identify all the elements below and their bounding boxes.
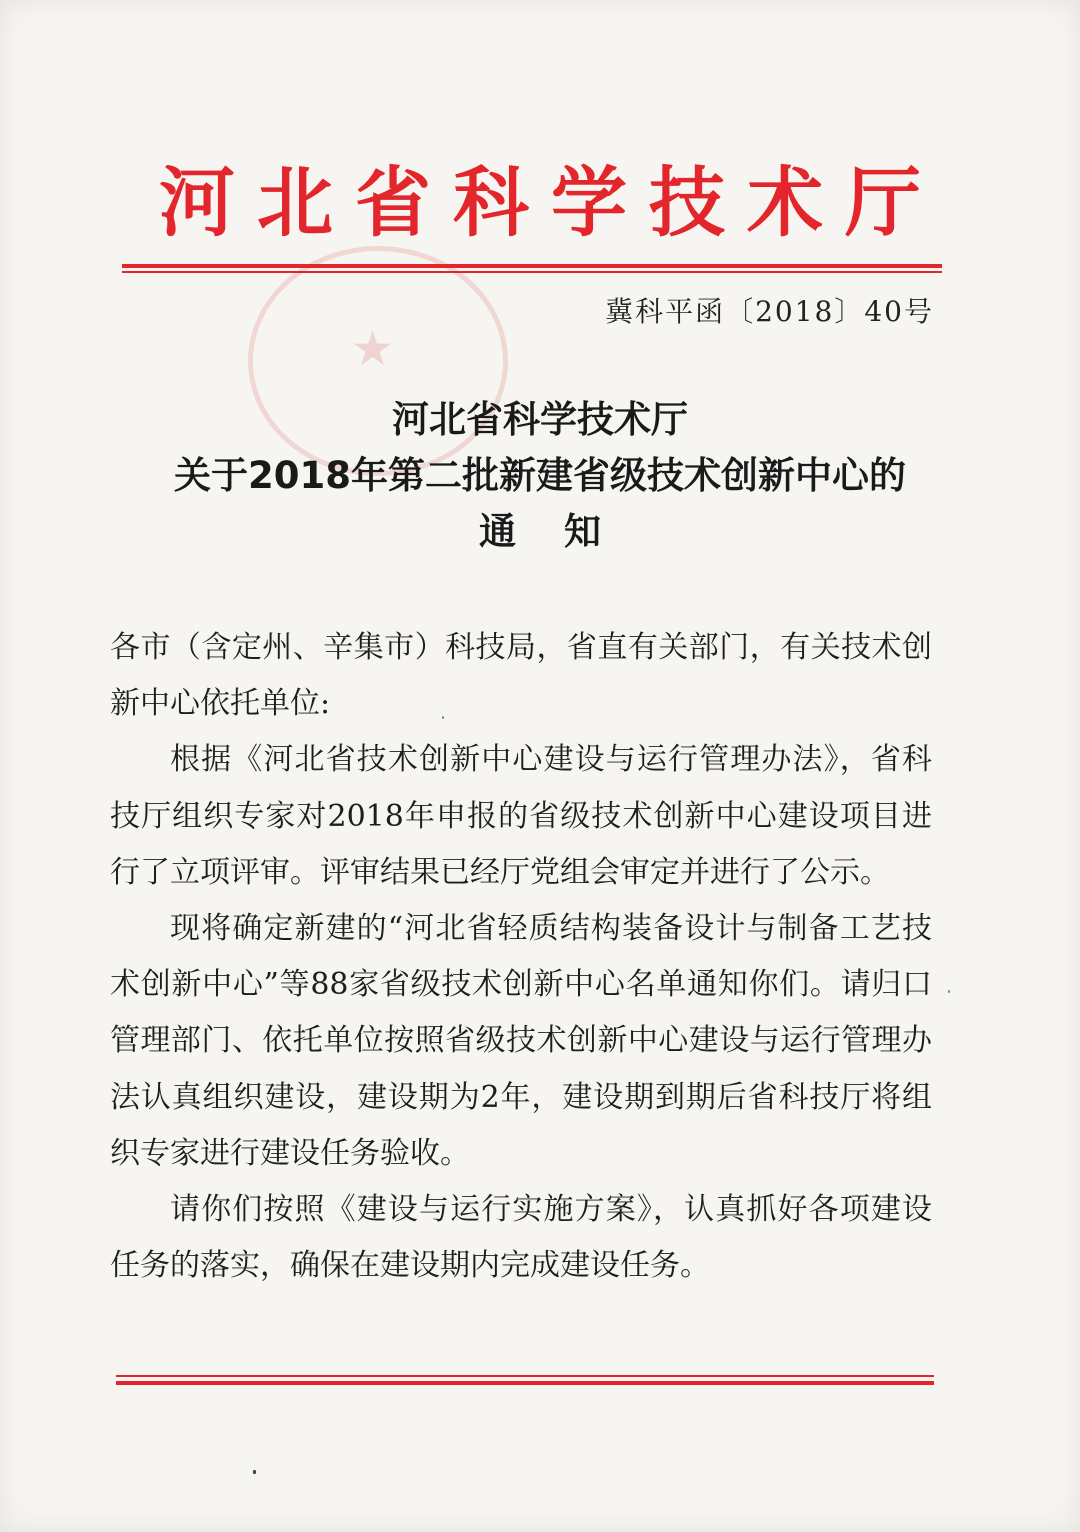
paragraph-2: 现将确定新建的“河北省轻质结构装备设计与制备工艺技术创新中心”等88家省级技术创新中心名单通知你们。请归口管理部门、依托单位按照省级技术创新中心建设与运行管理办法认真组织建设，建设期为2年，建设期到期后省科技厅将组织专家进行建设任务验收。 bbox=[110, 911, 932, 1171]
title-line-1: 河北省科学技术厅 bbox=[392, 398, 688, 441]
paper-speck bbox=[948, 990, 950, 993]
document-body bbox=[110, 620, 932, 1294]
title-line-2: 关于2018年第二批新建省级技术创新中心的 bbox=[174, 454, 906, 497]
paragraph-1: 根据《河北省技术创新中心建设与运行管理办法》，省科技厅组织专家对2018年申报的省级技术创新中心建设项目进行了立项评审。评审结果已经厅党组会审定并进行了公示。 bbox=[110, 742, 932, 890]
header-rule-thin bbox=[122, 271, 942, 273]
footer-rule-thick bbox=[116, 1381, 934, 1385]
paper-speck bbox=[253, 1470, 256, 1474]
header-rule-thick bbox=[122, 264, 942, 268]
footer-rule-thin bbox=[116, 1375, 934, 1377]
salutation: 各市（含定州、辛集市）科技局，省直有关部门，有关技术创新中心依托单位: bbox=[110, 630, 932, 722]
agency-letterhead: 河北省科学技术厅 bbox=[159, 158, 943, 247]
paragraph-3: 请你们按照《建设与运行实施方案》，认真抓好各项建设任务的落实，确保在建设期内完成建设任务。 bbox=[110, 1192, 932, 1284]
seal-star-icon: ★ bbox=[351, 321, 395, 377]
document-number: 冀科平函〔2018〕40号 bbox=[605, 295, 934, 328]
paper-speck bbox=[442, 716, 444, 719]
document-title bbox=[0, 392, 1080, 560]
title-line-3: 通知 bbox=[479, 510, 649, 553]
